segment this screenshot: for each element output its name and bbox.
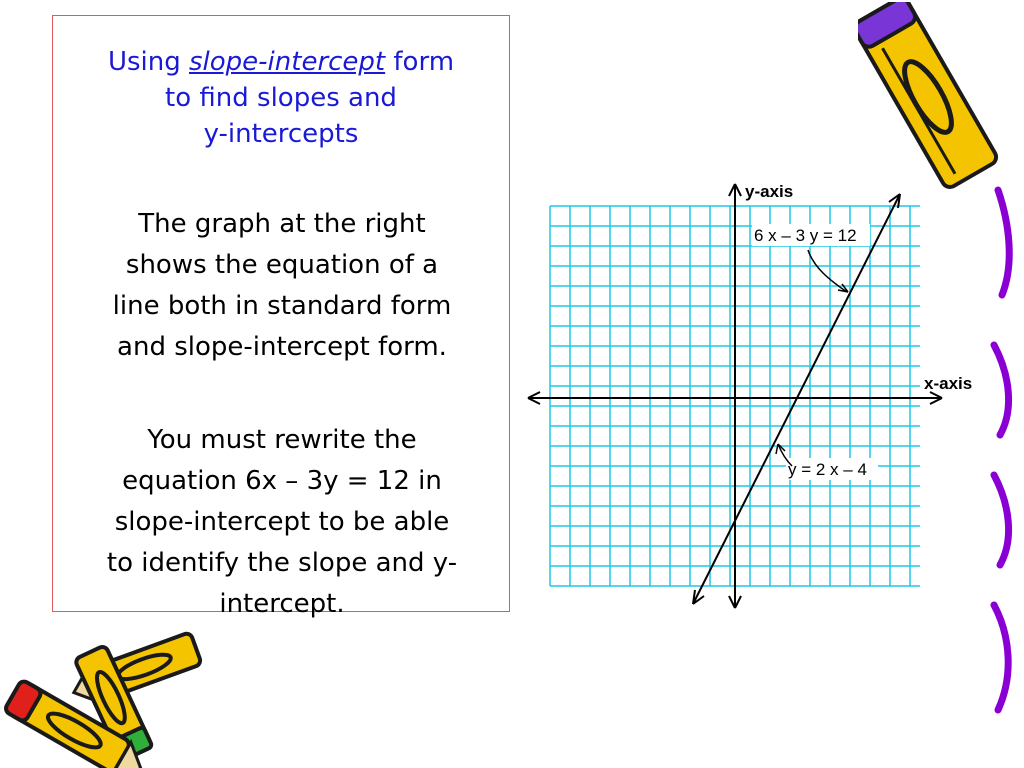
pointer-arrow-icon xyxy=(838,284,848,292)
slide-title xyxy=(53,44,509,152)
equation-standard-form: 6 x – 3 y = 12 xyxy=(754,226,857,245)
paragraph-1-line: line both in standard form xyxy=(112,291,452,321)
pencil-icon xyxy=(0,618,210,768)
title-post: form xyxy=(385,47,455,77)
paragraph-1-line: shows the equation of a xyxy=(125,250,439,280)
coordinate-graph xyxy=(520,176,990,616)
paragraph-2 xyxy=(57,420,507,625)
paragraph-1-line: The graph at the right xyxy=(138,209,426,239)
text-box xyxy=(52,15,510,619)
pencil-icon xyxy=(858,2,1008,192)
title-emphasis: slope-intercept xyxy=(189,47,386,77)
title-pre: Using xyxy=(107,47,189,77)
paragraph-2-line: intercept. xyxy=(219,589,345,619)
paragraph-1-line: and slope-intercept form. xyxy=(117,332,447,362)
title-line-3: y-intercepts xyxy=(203,119,359,149)
y-axis-label: y-axis xyxy=(745,182,794,201)
paragraph-2-line: You must rewrite the xyxy=(147,425,417,455)
purple-curves-icon xyxy=(980,185,1024,725)
title-line-1 xyxy=(53,44,509,80)
equation-slope-intercept-form: y = 2 x – 4 xyxy=(788,460,867,479)
paragraph-2-line: equation 6x – 3y = 12 in xyxy=(122,466,442,496)
x-axis-label: x-axis xyxy=(924,374,973,393)
paragraph-2-line: to identify the slope and y- xyxy=(106,548,458,578)
paragraph-1 xyxy=(57,204,507,368)
title-line-2: to find slopes and xyxy=(165,83,397,113)
paragraph-2-line: slope-intercept to be able xyxy=(114,507,450,537)
